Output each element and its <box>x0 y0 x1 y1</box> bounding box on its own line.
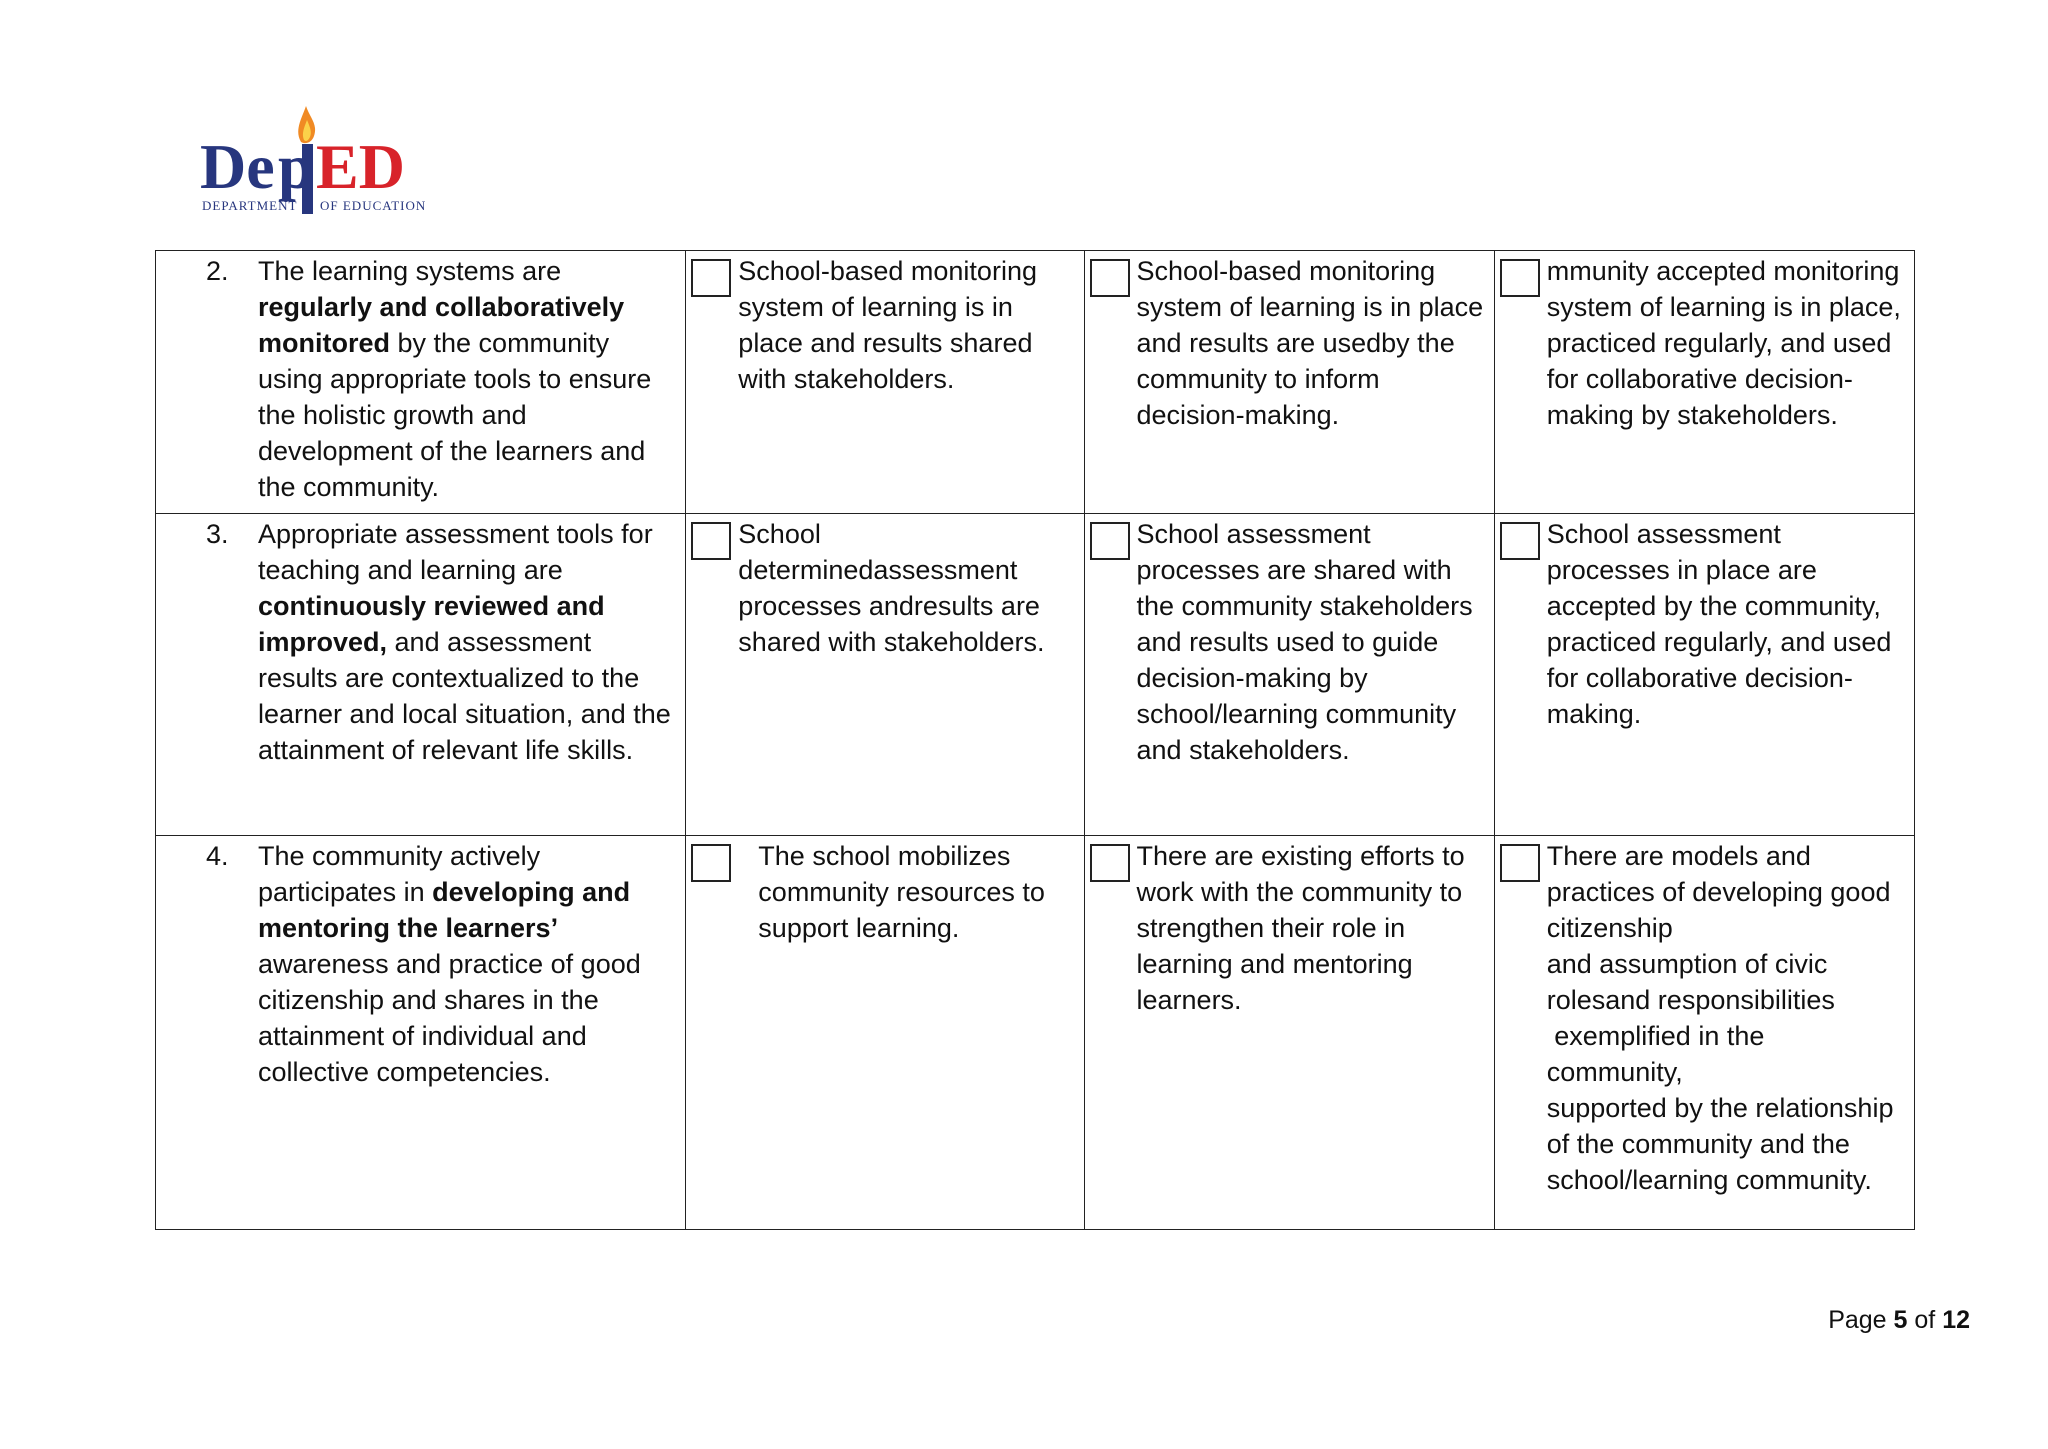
indicator-number: 3. <box>206 519 229 549</box>
level-checkbox[interactable] <box>1500 522 1540 560</box>
page-prefix: Page <box>1828 1306 1894 1334</box>
level-cell <box>1494 251 1914 514</box>
level-description: School-based monitoring system of learning is in place and results shared with stakeholders. <box>738 256 1045 394</box>
level-cell <box>1494 836 1914 1230</box>
level-cell <box>1494 514 1914 836</box>
level-checkbox[interactable] <box>1090 844 1130 882</box>
level-description: School determinedassessment processes andresults are shared with stakeholders. <box>738 519 1048 657</box>
svg-text:DEPARTMENT: DEPARTMENT <box>202 198 298 213</box>
indicator-segment: awareness and practice of good citizenship and shares in the attainment of individual and collective competencies. <box>258 949 641 1087</box>
indicator-segment: The learning systems are <box>258 256 562 286</box>
level-checkbox[interactable] <box>1500 844 1540 882</box>
svg-text:De: De <box>200 131 275 202</box>
level-checkbox[interactable] <box>691 844 731 882</box>
level-cell <box>1084 836 1494 1230</box>
indicator-segment: by the community using appropriate tools to ensure the holistic growth and development of the learners and the community. <box>258 328 652 502</box>
deped-logo <box>198 100 438 220</box>
level-description: School assessment processes in place are accepted by the community, practiced regularly, and used for collaborative decision-making. <box>1546 519 1899 729</box>
level-description: mmunity accepted monitoring system of learning is in place, practiced regularly, and used for collaborative decision-making by stakeholders. <box>1546 256 1909 430</box>
level-cell <box>686 251 1084 514</box>
level-description: The school mobilizes community resources to support learning. <box>758 841 1053 943</box>
indicator-emphasis: developing and mentoring the learners’ <box>258 877 631 943</box>
level-cell <box>1084 251 1494 514</box>
indicator-emphasis: regularly and collaboratively monitored <box>258 292 625 358</box>
table-row <box>156 251 1915 514</box>
page-of: of <box>1907 1306 1943 1334</box>
indicator-segment: The community actively participates in <box>258 841 541 907</box>
indicator-emphasis: continuously reviewed and improved, <box>258 591 605 657</box>
table-row <box>156 836 1915 1230</box>
indicator-cell <box>156 251 686 514</box>
indicator-cell <box>156 514 686 836</box>
svg-text:p: p <box>278 131 314 202</box>
svg-text:ED: ED <box>316 131 405 202</box>
indicator-text <box>258 516 675 768</box>
level-description: School-based monitoring system of learning is in place and results are usedby the community to inform decision-making. <box>1136 256 1491 430</box>
indicator-number: 4. <box>206 841 229 871</box>
level-cell <box>1084 514 1494 836</box>
indicator-rubric-table <box>155 250 1915 1230</box>
indicator-text <box>258 838 675 1090</box>
level-description: There are existing efforts to work with the community to strengthen their role in learning and mentoring learners. <box>1136 841 1473 1015</box>
page-total: 12 <box>1942 1306 1970 1334</box>
indicator-text <box>258 253 675 505</box>
indicator-cell <box>156 836 686 1230</box>
level-description: School assessment processes are shared with the community stakeholders and results used to guide decision-making by school/learning community and stakeholders. <box>1136 519 1481 765</box>
indicator-number: 2. <box>206 256 229 286</box>
level-cell <box>686 836 1084 1230</box>
level-cell <box>686 514 1084 836</box>
page-current: 5 <box>1893 1306 1908 1334</box>
level-checkbox[interactable] <box>691 259 731 297</box>
level-checkbox[interactable] <box>691 522 731 560</box>
level-checkbox[interactable] <box>1090 259 1130 297</box>
indicator-segment: and assessment results are contextualized to the learner and local situation, and the attainment of relevant life skills. <box>258 627 671 765</box>
level-checkbox[interactable] <box>1090 522 1130 560</box>
svg-text:OF EDUCATION: OF EDUCATION <box>320 198 427 213</box>
level-description: There are models and practices of developing good citizenship and assumption of civic rolesand responsibilities exemplified in the community, supported by the relationship of the community and the school/learning community. <box>1546 841 1894 1195</box>
table-row <box>156 514 1915 836</box>
level-checkbox[interactable] <box>1500 259 1540 297</box>
indicator-segment: Appropriate assessment tools for teaching and learning are <box>258 519 653 585</box>
page-number <box>1828 1306 1970 1335</box>
